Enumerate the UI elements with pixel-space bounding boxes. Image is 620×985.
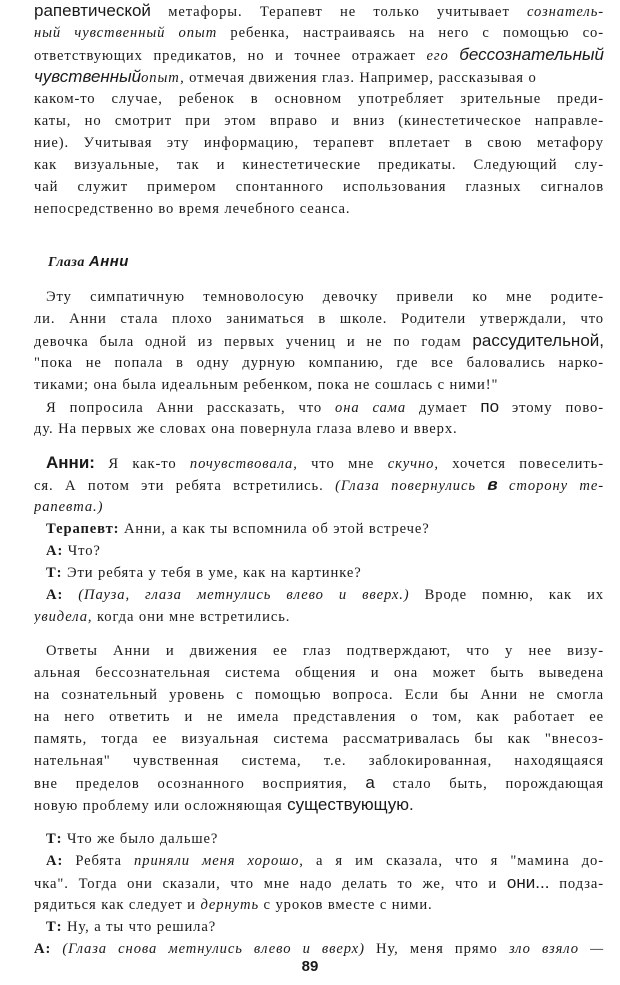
text-line: Терапевт: Анни, а как ты вспомнила об этой встрече? xyxy=(46,521,430,537)
text-line: ли. Анни стала плохо заниматься в школе. Родители утверждали, что xyxy=(34,311,604,327)
text-line: Ответы Анни и движения ее глаз подтверждают, что у нее визу- xyxy=(46,643,604,659)
text-line: А: Что? xyxy=(46,543,101,559)
text-line: чай служит примером спонтанного использования глазных сигналов xyxy=(34,179,604,195)
text-line: А: Ребята приняли меня хорошо, а я им сказала, что я "мамина до- xyxy=(46,853,604,869)
text-line: новую проблему или осложняющая существующую. xyxy=(34,795,414,814)
text-line: ние). Учитывая эту информацию, терапевт вплетает в свою метафору xyxy=(34,135,604,151)
text-line: память, тогда ее визуальная система рассматривалась бы как "внесоз- xyxy=(34,731,604,747)
text-line: каком-то случае, ребенок в основном употребляет зрительные преди- xyxy=(34,91,604,107)
text-line: Я попросила Анни рассказать, что она сама думает по этому пово- xyxy=(46,397,604,416)
text-line: ответствующих предикатов, но и точнее отражает его бессознательный xyxy=(34,45,604,64)
text-line: вне пределов осознанного восприятия, а стало быть, порождающая xyxy=(34,773,604,792)
section-heading: Глаза Анни xyxy=(48,253,129,270)
text-line: чка". Тогда они сказали, что мне надо делать то же, что и они... подза- xyxy=(34,873,604,892)
text-line: девочка была одной из первых учениц и не по годам рассудительной, xyxy=(34,331,604,350)
text-line: альная бессознательная система общения и она может быть выведена xyxy=(34,665,604,681)
page-number: 89 xyxy=(301,958,319,975)
text-line: "пока не попала в одну дурную компанию, где все баловались нарко- xyxy=(34,355,604,371)
text-line: ный чувственный опыт ребенка, настраиваясь на него с помощью со- xyxy=(34,25,604,41)
text-line: тиками; она была идеальным ребенком, пока не сошлась с ними!" xyxy=(34,377,499,393)
text-line: рапевта.) xyxy=(34,499,104,515)
text-line: Т: Ну, а ты что решила? xyxy=(46,919,217,935)
text-line: на него ответить и не имела представления о том, как работает ее xyxy=(34,709,604,725)
text-line: нательная" чувственная система, т.е. заблокированная, находящаяся xyxy=(34,753,604,769)
text-line: А: (Глаза снова метнулись влево и вверх) Ну, меня прямо зло взяло — xyxy=(34,941,604,957)
text-line: рапевтической метафоры. Терапевт не только учитывает сознатель- xyxy=(34,1,604,20)
text-line: ду. На первых же словах она повернула глаза влево и вверх. xyxy=(34,421,458,437)
text-line: Т: Эти ребята у тебя в уме, как на картинке? xyxy=(46,565,362,581)
text-line: рядиться как следует и дернуть с уроков вместе с ними. xyxy=(34,897,433,913)
text-line: непосредственно во время лечебного сеанса. xyxy=(34,201,351,217)
text-line: А: (Пауза, глаза метнулись влево и вверх.) Вроде помню, как их xyxy=(46,587,604,603)
text-line: на сознательный уровень с помощью вопроса. Если бы Анни не смогла xyxy=(34,687,604,703)
text-line: каты, но смотрит при этом вправо и вниз (кинестетическое направле- xyxy=(34,113,604,129)
text-line: ся. А потом эти ребята встретились. (Глаза повернулись в сторону те- xyxy=(34,475,604,494)
text-line: Т: Что же было дальше? xyxy=(46,831,219,847)
text-line: Анни: Я как-то почувствовала, что мне скучно, хочется повеселить- xyxy=(46,453,604,472)
text-line: увидела, когда они мне встретились. xyxy=(34,609,291,625)
text-line: как визуальные, так и кинестетические предикаты. Следующий слу- xyxy=(34,157,604,173)
text-line: Эту симпатичную темноволосую девочку привели ко мне родите- xyxy=(46,289,604,305)
text-line: чувственныйопыт, отмечая движения глаз. Например, рассказывая о xyxy=(34,67,537,86)
